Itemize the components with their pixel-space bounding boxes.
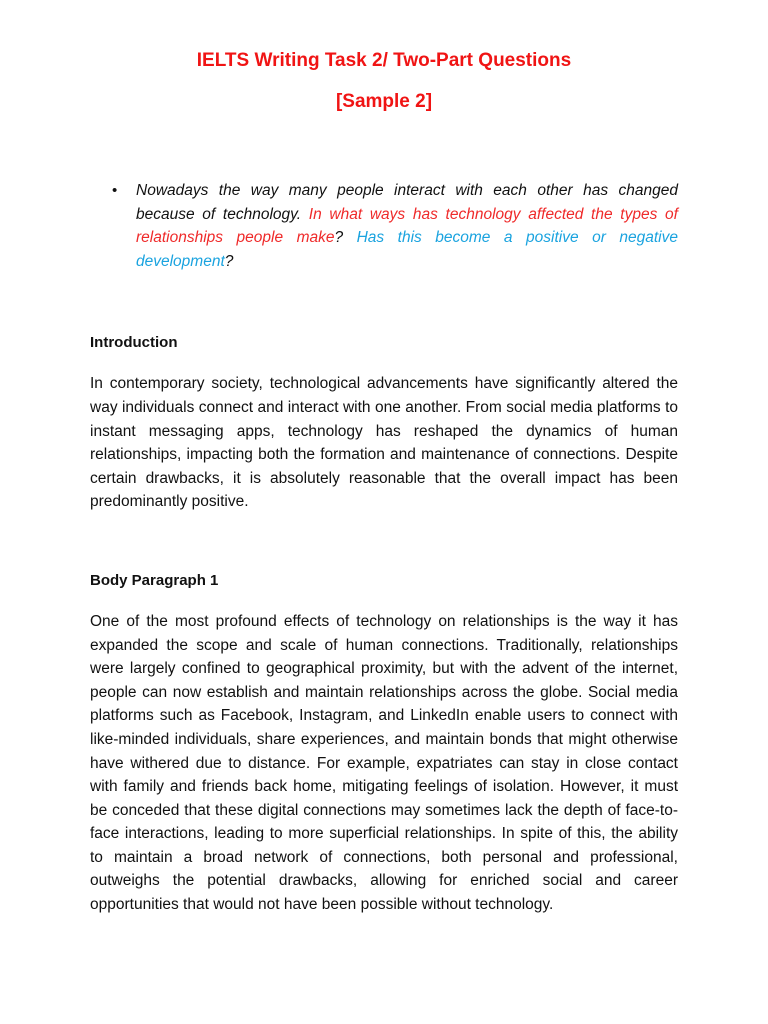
prompt-question-1: In what ways has technology affected the types of relationships people make: [136, 205, 678, 247]
prompt-statement: Nowadays the way many people interact with each other has changed because of technology.: [136, 182, 678, 223]
bullet-icon: •: [112, 182, 118, 199]
document-title: IELTS Writing Task 2/ Two-Part Questions: [196, 50, 572, 71]
section-heading-introduction: Introduction: [90, 334, 178, 352]
prompt-list: [90, 179, 678, 273]
prompt-question-2-punct: ?: [224, 252, 234, 270]
prompt-question-2: Has this become a positive or negative development: [136, 229, 678, 270]
document-subtitle: [Sample 2]: [335, 91, 433, 112]
prompt-item: [112, 179, 678, 273]
section-heading-body-paragraph-1: Body Paragraph 1: [90, 571, 219, 589]
section-text-introduction: In contemporary society, technological advancements have significantly altered the way individuals connect and interact with one another. From social media platforms to instant messaging apps, technology has reshaped the dynamics of human relationships, impacting both the formation and maintenance of connections. Despite certain drawbacks, it is absolutely reasonable that the overall impact has been predominantly positive.: [90, 375, 678, 511]
section-text-body-paragraph-1: One of the most profound effects of technology on relationships is the way it has expanded the scope and scale of human connections. Traditionally, relationships were largely confined to geographical proximity, but with the advent of the internet, people can now establish and maintain relationships across the globe. Social media platforms such as Facebook, Instagram, and LinkedIn enable users to connect with like-minded individuals, share experiences, and maintain bonds that might otherwise have withered due to distance. For example, expatriates can stay in close contact with family and friends back home, mitigating feelings of isolation. However, it must be conceded that these digital connections may sometimes lack the depth of face-to-face interactions, leading to more superficial relationships. In spite of this, the ability to maintain a broad network of connections, both personal and professional, outweighs the potential drawbacks, allowing for enriched social and career opportunities that would not have been possible without technology.: [90, 612, 678, 914]
prompt-question-1-punct: ?: [334, 229, 344, 247]
